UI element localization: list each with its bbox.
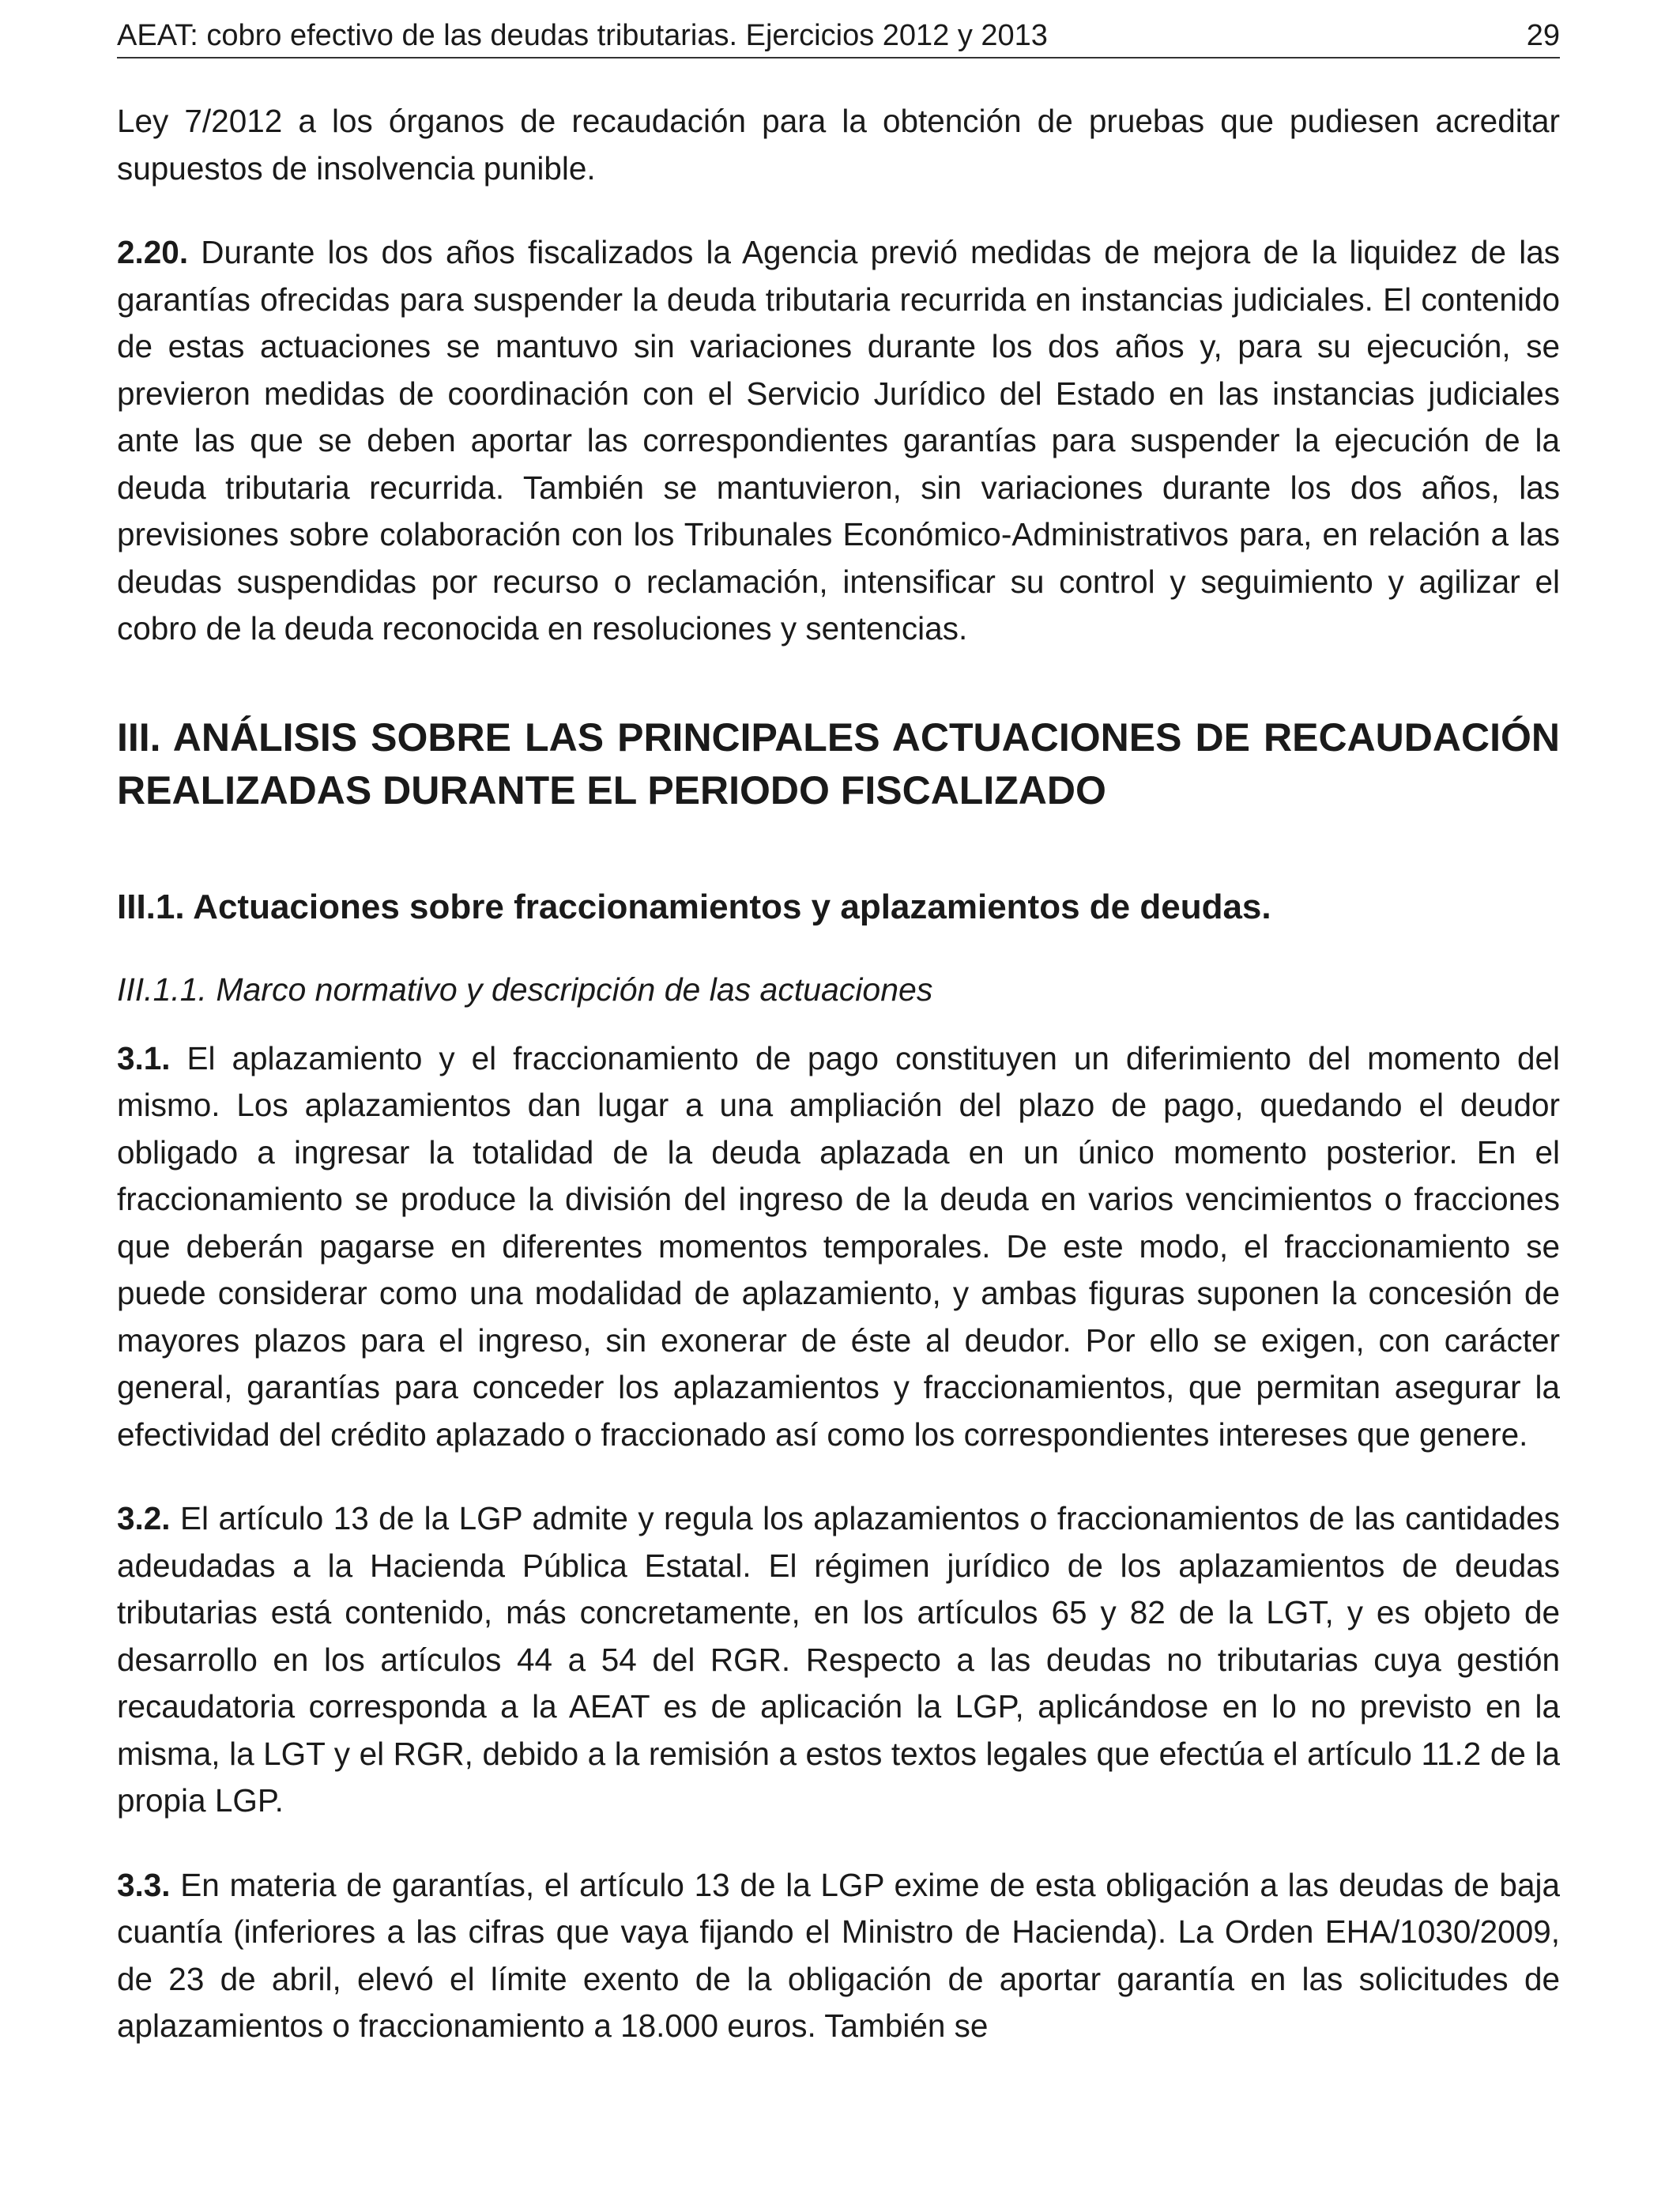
section-title: III. ANÁLISIS SOBRE LAS PRINCIPALES ACTUACIONES DE RECAUDACIÓN REALIZADAS DURANTE EL PERIODO FISCALIZADO	[117, 714, 1560, 812]
paragraph-3-1	[117, 1035, 1560, 1459]
body-text	[117, 98, 1560, 2050]
paragraph-2-20	[117, 229, 1560, 653]
page-number: 29	[1526, 19, 1560, 52]
subsection-title: III.1. Actuaciones sobre fraccionamientos y aplazamientos de deudas.	[117, 887, 1271, 926]
paragraph-text: En materia de garantías, el artículo 13 de la LGP exime de esta obligación a las deudas de baja cuantía (inferiores a las cifras que vaya fijando el Ministro de Hacienda). La Orden EHA/1030/2009, de 23 de abril, elevó el límite exento de la obligación de aportar garantía en las solicitudes de aplazamientos o fraccionamiento a 18.000 euros. También se	[117, 1866, 1560, 2044]
paragraph-number: 3.2.	[117, 1500, 171, 1536]
running-header	[117, 17, 1560, 58]
subsubsection-title: III.1.1. Marco normativo y descripción de las actuaciones	[117, 971, 933, 1008]
paragraph-text: El aplazamiento y el fraccionamiento de pago constituyen un diferimiento del momento del mismo. Los aplazamientos dan lugar a una ampliación del plazo de pago, quedando el deudor obligado a ingresar la totalidad de la deuda aplazada en un único momento posterior. En el fraccionamiento se produce la división del ingreso de la deuda en varios vencimientos o fracciones que deberán pagarse en diferentes momentos temporales. De este modo, el fraccionamiento se puede considerar como una modalidad de aplazamiento, y ambas figuras suponen la concesión de mayores plazos para el ingreso, sin exonerar de éste al deudor. Por ello se exigen, con carácter general, garantías para conceder los aplazamientos y fraccionamientos, que permitan asegurar la efectividad del crédito aplazado o fraccionado así como los correspondientes intereses que genere.	[117, 1039, 1560, 1453]
paragraph-text: Durante los dos años fiscalizados la Agencia previó medidas de mejora de la liquidez de las garantías ofrecidas para suspender la deuda tributaria recurrida en instancias judiciales. El contenido de estas actuaciones se mantuvo sin variaciones durante los dos años y, para su ejecución, se previeron medidas de coordinación con el Servicio Jurídico del Estado en las instancias judiciales ante las que se deben aportar las correspondientes garantías para suspender la ejecución de la deuda tributaria recurrida. También se mantuvieron, sin variaciones durante los dos años, las previsiones sobre colaboración con los Tribunales Económico-Administrativos para, en relación a las deudas suspendidas por recurso o reclamación, intensificar su control y seguimiento y agilizar el cobro de la deuda reconocida en resoluciones y sentencias.	[117, 234, 1560, 647]
header-title: AEAT: cobro efectivo de las deudas tributarias. Ejercicios 2012 y 2013	[117, 19, 1048, 52]
paragraph-number: 3.3.	[117, 1866, 171, 1903]
paragraph-continuation	[117, 98, 1560, 192]
paragraph-text: Ley 7/2012 a los órganos de recaudación para la obtención de pruebas que pudiesen acreditar supuestos de insolvencia punible.	[117, 103, 1560, 187]
paragraph-3-2	[117, 1495, 1560, 1825]
paragraph-number: 3.1.	[117, 1039, 171, 1076]
paragraph-3-3	[117, 1862, 1560, 2050]
paragraph-text: El artículo 13 de la LGP admite y regula los aplazamientos o fraccionamientos de las cantidades adeudadas a la Hacienda Pública Estatal. El régimen jurídico de los aplazamientos de deudas tributarias está contenido, más concretamente, en los artículos 65 y 82 de la LGT, y es objeto de desarrollo en los artículos 44 a 54 del RGR. Respecto a las deudas no tributarias cuya gestión recaudatoria corresponda a la AEAT es de aplicación la LGP, aplicándose en lo no previsto en la misma, la LGT y el RGR, debido a la remisión a estos textos legales que efectúa el artículo 11.2 de la propia LGP.	[117, 1500, 1560, 1819]
paragraph-number: 2.20.	[117, 234, 189, 270]
